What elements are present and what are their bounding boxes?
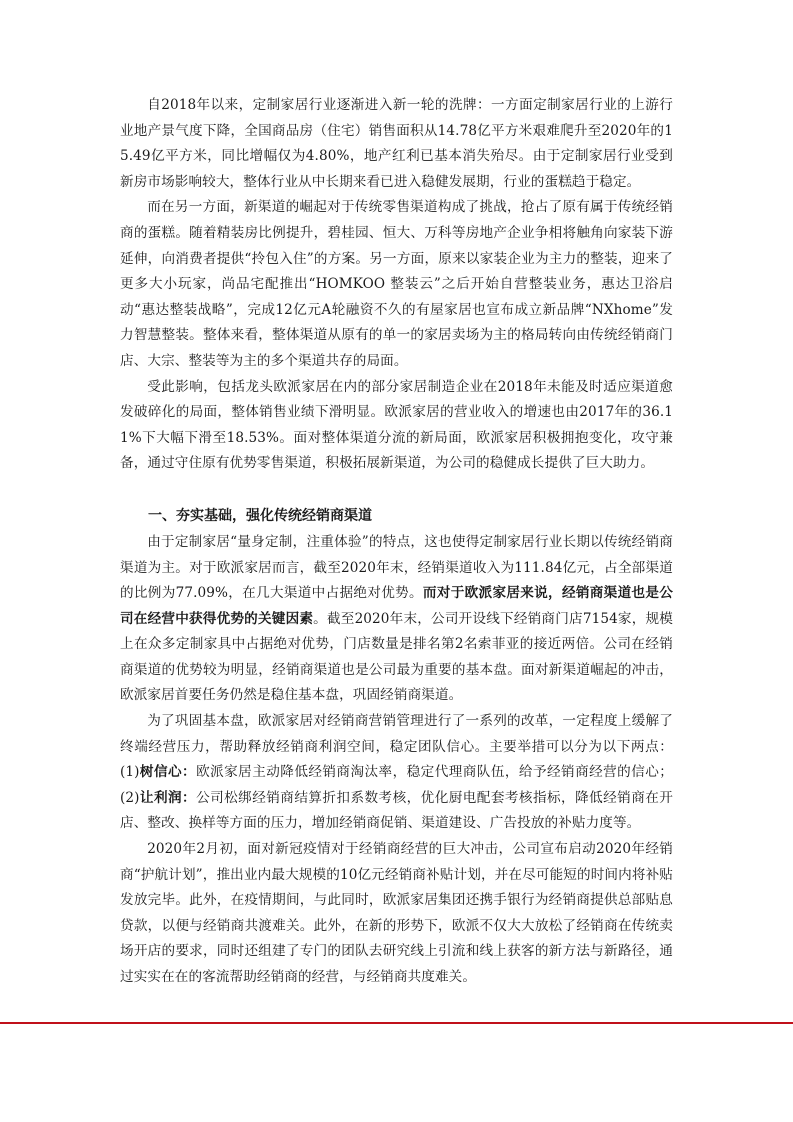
reform-intro: 为了巩固基本盘，欧派家居对经销商营销管理进行了一系列的改革，一定程度上缓解了终端经营压力，帮助释放经销商利润空间，稳定团队信心。主要举措可以分为以下两点：(1): [120, 713, 673, 781]
dealer-channel-text: 由于定制家居“量身定制，注重体验”的特点，这也使得定制家居行业长期以传统经销商渠道为主。对于欧派家居而言，截至2020年末，经销渠道收入为111.84亿元，占全部渠道的比例为77.09%，在几大渠道中占据绝对优势。: [120, 533, 673, 602]
dealer-channel-text-cont: 。截至2020年末，公司开设线下经销商门店7154家，规模上在众多定制家具中占据绝对优势，门店数量是排名第2名索菲亚的接近两倍。公司在经销商渠道的优势较为明显，经销商渠道也是公司最为重要的基本盘。面对新渠道崛起的冲击，欧派家居首要任务仍然是稳住基本盘，巩固经销商渠道。: [120, 610, 674, 704]
measure-profit-text: 公司松绑经销商结算折扣系数考核，优化厨电配套考核指标，降低经销商在开店、整改、换样等方面的压力，增加经销商促销、渠道建设、广告投放的补贴力度等。: [120, 789, 673, 832]
footer-divider: [0, 1022, 793, 1024]
paragraph-dealer-channel: [120, 530, 673, 709]
paragraph-new-channels: 而在另一方面，新渠道的崛起对于传统零售渠道构成了挑战，抢占了原有属于传统经销商的蛋糕。随着精装房比例提升，碧桂园、恒大、万科等房地产企业争相将触角向家装下游延伸，向消费者提供“拎包入住”的方案。另一方面，原来以家装企业为主力的整装，迎来了更多大小玩家，尚品宅配推出“HOMKOO 整装云”之后开始自营整装业务，惠达卫浴启动“惠达整装战略”，完成12亿元A轮融资不久的有屋家居也宣布成立新品牌“NXhome”发力智慧整装。整体来看，整体渠道从原有的单一的家居卖场为主的格局转向由传统经销商门店、大宗、整装等为主的多个渠道共存的局面。: [120, 199, 673, 369]
measure-confidence-text: 欧派家居主动降低经销商淘汰率，稳定代理商队伍，给予经销商经营的信心；(2): [120, 764, 673, 806]
measure-share-profit: 让利润：: [139, 789, 197, 806]
paragraph-oppein-impact: 受此影响，包括龙头欧派家居在内的部分家居制造企业在2018年未能及时适应渠道愈发破碎化的局面，整体销售业绩下滑明显。欧派家居的营业收入的增速也由2017年的36.11%下大幅下滑至18.53%。面对整体渠道分流的新局面，欧派家居积极拥抱变化，攻守兼备，通过守住原有优势零售渠道，积极拓展新渠道，为公司的稳健成长提供了巨大助力。: [120, 378, 673, 472]
section-heading: 一、夯实基础，强化传统经销商渠道: [148, 507, 372, 524]
document-body: [120, 93, 673, 991]
paragraph-industry-reshuffle: 自2018年以来，定制家居行业逐渐进入新一轮的洗牌：一方面定制家居行业的上游行业地产景气度下降，全国商品房（住宅）销售面积从14.78亿平方米艰难爬升至2020年的15.49亿平方米，同比增幅仅为4.80%，地产红利已基本消失殆尽。由于定制家居行业受到新房市场影响较大，整体行业从中长期来看已进入稳健发展期，行业的蛋糕趋于稳定。: [120, 97, 673, 190]
paragraph-escort-plan: 2020年2月初，面对新冠疫情对于经销商经营的巨大冲击，公司宣布启动2020年经销商“护航计划”，推出业内最大规模的10亿元经销商补贴计划，并在尽可能短的时间内将补贴发放完毕。此外，在疫情期间，与此同时，欧派家居集团还携手银行为经销商提供总部贴息贷款，以便与经销商共渡难关。此外，在新的形势下，欧派不仅大大放松了经销商在传统卖场开店的要求，同时还组建了专门的团队去研究线上引流和线上获客的新方法与新路径，通过实实在在的客流帮助经销商的经营，与经销商共度难关。: [120, 841, 673, 985]
dealer-channel-key-point: 而对于欧派家居来说，经销商渠道也是公司在经营中获得优势的关键因素: [120, 585, 673, 627]
paragraph-reform-measures: [120, 709, 673, 837]
measure-build-confidence: 树信心：: [139, 764, 197, 781]
